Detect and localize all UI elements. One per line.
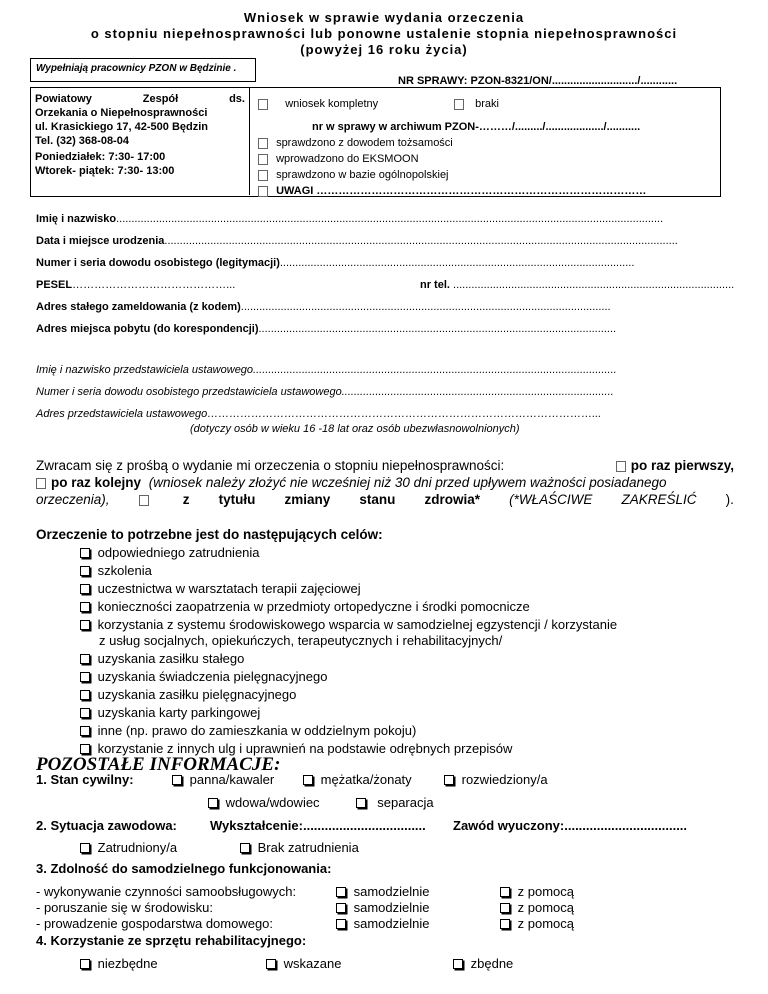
checkbox-icon[interactable] (80, 602, 90, 612)
other-heading: POZOSTAŁE INFORMACJE: (36, 754, 281, 775)
office-address-line: Tel. (32) 368-08-04 (35, 135, 129, 147)
purpose-item-continuation: z usług socjalnych, opiekuńczych, terapeutycznych i rehabilitacyjnych/ (99, 633, 503, 648)
field-pesel-label: PESEL (36, 279, 73, 291)
checkbox-icon[interactable] (240, 843, 250, 853)
equipment-option[interactable] (453, 956, 513, 971)
independence-option[interactable] (500, 900, 574, 915)
check-complete-label: wniosek kompletny (285, 98, 379, 110)
field-rep-id-doc[interactable]: Numer i seria dowodu osobistego przedstawiciela ustawowego......................................................................................... (36, 386, 614, 398)
office-address-line: Orzekania o Niepełnosprawności (35, 107, 208, 119)
field-phone[interactable] (420, 279, 734, 291)
field-pesel-dots: ……………………………………... (72, 279, 236, 291)
checkbox-icon[interactable] (444, 775, 454, 785)
purpose-item[interactable] (80, 651, 244, 666)
option-first-time[interactable] (616, 458, 734, 473)
office-fill-note: Wypełniają pracownicy PZON w Będzinie . (36, 63, 237, 74)
office-address-line: ul. Krasickiego 17, 42-500 Będzin (35, 121, 209, 133)
field-id-doc-dots: .................................................................................................................... (279, 257, 635, 269)
next-time-note-end: orzeczenia), (36, 492, 110, 507)
checkbox-icon[interactable] (500, 887, 510, 897)
checkbox-icon[interactable] (336, 887, 346, 897)
request-line3 (36, 492, 734, 507)
circle-note: ). (725, 492, 734, 507)
work-option-label: Zatrudniony/a (97, 840, 178, 855)
field-pesel[interactable] (36, 279, 235, 291)
checkbox-icon[interactable] (80, 620, 90, 630)
independence-option[interactable] (500, 884, 574, 899)
independence-option[interactable] (336, 916, 430, 931)
work-option-unemployed[interactable] (240, 840, 359, 855)
checkbox-icon[interactable] (453, 959, 463, 969)
equipment-option[interactable] (80, 956, 158, 971)
check-missing-label: braki (475, 98, 499, 110)
checkbox-icon[interactable] (258, 99, 268, 110)
checkbox-icon[interactable] (336, 903, 346, 913)
independence-option-label: z pomocą (517, 900, 574, 915)
checkbox-icon[interactable] (80, 959, 90, 969)
checkbox-icon[interactable] (336, 919, 346, 929)
office-address-word: Zespół (142, 93, 179, 105)
form-title-line2: o stopniu niepełnosprawności lub ponowne ustalenie stopnia niepełnosprawności (90, 26, 678, 41)
independence-option[interactable] (336, 900, 430, 915)
checkbox-icon[interactable] (258, 154, 268, 165)
independence-option-label: z pomocą (517, 916, 574, 931)
purpose-label: uczestnictwa w warsztatach terapii zajęciowej (97, 581, 361, 596)
purpose-item[interactable] (80, 705, 260, 720)
marital-option[interactable] (356, 795, 434, 810)
checkbox-icon[interactable] (303, 775, 313, 785)
purpose-item[interactable] (80, 581, 361, 596)
independence-activity: - prowadzenie gospodarstwa domowego: (36, 916, 274, 931)
option-next-time-label: po raz kolejny (51, 475, 142, 490)
office-hours-line: Poniedziałek: 7:30- 17:00 (35, 151, 166, 163)
field-id-doc-label: Numer i seria dowodu osobistego (legitymacji) (36, 257, 280, 269)
checkbox-icon[interactable] (80, 726, 90, 736)
work-option-label: Brak zatrudnienia (257, 840, 359, 855)
independence-option-label: z pomocą (517, 884, 574, 899)
purpose-item[interactable] (80, 545, 260, 560)
option-first-time-label: po raz pierwszy, (630, 458, 734, 473)
purpose-label: korzystanie z innych ulg i uprawnień na podstawie odrębnych przepisów (97, 741, 513, 756)
purpose-label: konieczności zaopatrzenia w przedmioty ortopedyczne i środki pomocnicze (97, 599, 530, 614)
archive-number: nr w sprawy w archiwum PZON-………/........./.................../........... (312, 121, 641, 133)
field-registered-label: Adres stałego zameldowania (z kodem) (36, 301, 241, 313)
checkbox-icon[interactable] (80, 654, 90, 664)
purpose-label: korzystania z systemu środowiskowego wsparcia w samodzielnej egzystencji / korzystanie (97, 617, 618, 632)
checkbox-icon[interactable] (258, 186, 268, 197)
check-eksmoon[interactable] (258, 153, 419, 165)
form-title-line1: Wniosek w sprawie wydania orzeczenia (243, 10, 525, 25)
checkbox-icon[interactable] (80, 584, 90, 594)
field-id-doc[interactable] (36, 257, 634, 269)
purpose-label: uzyskania świadczenia pielęgnacyjnego (97, 669, 328, 684)
office-address-word: ds. (229, 93, 245, 105)
independence-option[interactable] (336, 884, 430, 899)
independence-option[interactable] (500, 916, 574, 931)
field-registered-dots: ......................................................................................................................... (240, 301, 611, 313)
checkbox-icon[interactable] (616, 461, 626, 472)
change-word: stanu (359, 492, 396, 507)
education-field[interactable]: Wykształcenie:.................................. (210, 818, 426, 833)
purpose-item[interactable] (80, 687, 296, 702)
check-complete[interactable] (258, 98, 378, 110)
request-intro: Zwracam się z prośbą o wydanie mi orzeczenia o stopniu niepełnosprawności: (36, 458, 505, 473)
profession-field[interactable]: Zawód wyuczony:.................................. (453, 818, 688, 833)
independence-option-label: samodzielnie (353, 916, 430, 931)
work-label: 2. Sytuacja zawodowa: (36, 818, 177, 833)
check-id-verified[interactable] (258, 137, 453, 149)
checkbox-icon[interactable] (80, 672, 90, 682)
marital-option-label: separacja (377, 795, 434, 810)
checkbox-icon[interactable] (80, 744, 90, 754)
marital-option-label: rozwiedziony/a (461, 772, 548, 787)
purpose-item[interactable] (80, 723, 416, 738)
checkbox-icon[interactable] (500, 903, 510, 913)
purpose-label: uzyskania zasiłku stałego (97, 651, 245, 666)
field-name[interactable] (36, 213, 663, 225)
office-hours (35, 150, 174, 178)
independence-option-label: samodzielnie (353, 884, 430, 899)
field-residence-address[interactable] (36, 323, 616, 335)
field-residence-label: Adres miejsca pobytu (do korespondencji) (36, 323, 259, 335)
change-word: z (182, 492, 190, 507)
independence-activity: - wykonywanie czynności samoobsługowych: (36, 884, 297, 899)
equipment-option[interactable] (266, 956, 341, 971)
marital-option[interactable] (172, 772, 274, 787)
purpose-label: odpowiedniego zatrudnienia (97, 545, 260, 560)
checkbox-icon[interactable] (80, 690, 90, 700)
field-phone-label: nr tel. (420, 279, 450, 291)
marital-option[interactable] (208, 795, 320, 810)
checkbox-icon[interactable] (36, 478, 46, 489)
circle-note: ZAKREŚLIĆ (621, 492, 697, 507)
checkbox-icon[interactable] (266, 959, 276, 969)
field-registered-address[interactable] (36, 301, 611, 313)
field-phone-dots: ............................................................................................ (453, 279, 735, 291)
marital-option-label: panna/kawaler (189, 772, 275, 787)
field-residence-dots: ..................................................................................................................... (258, 323, 617, 335)
office-table-divider (249, 87, 250, 195)
check-eksmoon-label: wprowadzono do EKSMOON (276, 153, 419, 165)
office-hours-line: Wtorek- piątek: 7:30- 13:00 (35, 165, 175, 177)
purpose-label: szkolenia (97, 563, 152, 578)
request-line2 (36, 475, 667, 490)
field-rep-name[interactable]: Imię i nazwisko przedstawiciela ustawowego....................................................................................................................... (36, 364, 617, 376)
field-name-dots: ................................................................................................................................................................................... (116, 213, 664, 225)
field-birth[interactable] (36, 235, 678, 247)
independence-label: 3. Zdolność do samodzielnego funkcjonowania: (36, 861, 332, 876)
marital-option-label: wdowa/wdowiec (225, 795, 320, 810)
check-remarks-label: UWAGI ……………………………………………………………………………… (276, 185, 647, 197)
checkbox-icon[interactable] (80, 708, 90, 718)
option-next-time[interactable] (36, 475, 141, 490)
equipment-label: 4. Korzystanie ze sprzętu rehabilitacyjnego: (36, 933, 307, 948)
independence-option-label: samodzielnie (353, 900, 430, 915)
marital-option[interactable] (444, 772, 548, 787)
purpose-item[interactable] (80, 617, 617, 632)
equipment-option-label: niezbędne (97, 956, 158, 971)
checkbox-icon[interactable] (258, 170, 268, 181)
independence-activity: - poruszanie się w środowisku: (36, 900, 214, 915)
equipment-option-label: wskazane (283, 956, 342, 971)
checkbox-icon[interactable] (258, 138, 268, 149)
purpose-label: inne (np. prawo do zamieszkania w oddzielnym pokoju) (97, 723, 417, 738)
purpose-label: uzyskania zasiłku pielęgnacyjnego (97, 687, 297, 702)
checkbox-icon[interactable] (356, 798, 366, 808)
office-address (35, 92, 245, 148)
checkbox-icon[interactable] (80, 566, 90, 576)
form-title-line3: (powyżej 16 roku życia) (300, 42, 468, 57)
purpose-item[interactable] (80, 563, 152, 578)
checkbox-icon[interactable] (500, 919, 510, 929)
change-word: tytułu (218, 492, 256, 507)
check-id-verified-label: sprawdzono z dowodem tożsamości (276, 137, 453, 149)
marital-label: 1. Stan cywilny: (36, 772, 134, 787)
checkbox-icon[interactable] (80, 843, 90, 853)
equipment-option-label: zbędne (470, 956, 514, 971)
check-missing[interactable] (454, 98, 499, 110)
work-option-employed[interactable] (80, 840, 177, 855)
change-word: zmiany (284, 492, 331, 507)
checkbox-icon[interactable] (80, 548, 90, 558)
change-word: zdrowia* (424, 492, 481, 507)
purpose-label: uzyskania karty parkingowej (97, 705, 261, 720)
field-name-label: Imię i nazwisko (36, 213, 117, 225)
checkbox-icon[interactable] (139, 495, 149, 506)
rep-note: (dotyczy osób w wieku 16 -18 lat oraz osób ubezwłasnowolnionych) (190, 423, 520, 435)
check-remarks[interactable] (258, 185, 646, 197)
office-address-word: Powiatowy (35, 93, 92, 105)
checkbox-icon[interactable] (208, 798, 218, 808)
field-rep-address[interactable]: Adres przedstawiciela ustawowego……………………………………………………………………………………………... (36, 408, 602, 420)
case-number: NR SPRAWY: PZON-8321/ON/............................/............ (398, 75, 678, 87)
purpose-item[interactable] (80, 669, 327, 684)
marital-option[interactable] (303, 772, 412, 787)
office-address-line (35, 92, 245, 106)
marital-option-label: mężatka/żonaty (320, 772, 412, 787)
purpose-item[interactable] (80, 599, 530, 614)
request-line1 (36, 458, 734, 473)
checkbox-icon[interactable] (172, 775, 182, 785)
checkbox-icon[interactable] (454, 99, 464, 110)
circle-note: (*WŁAŚCIWE (509, 492, 593, 507)
check-national-db[interactable] (258, 169, 449, 181)
field-birth-label: Data i miejsce urodzenia (36, 235, 165, 247)
purposes-heading: Orzeczenie to potrzebne jest do następujących celów: (36, 527, 383, 542)
next-time-note: (wniosek należy złożyć nie wcześniej niż 30 dni przed upływem ważności posiadanego (148, 475, 667, 490)
check-national-db-label: sprawdzono w bazie ogólnopolskiej (276, 169, 449, 181)
field-birth-dots: ........................................................................................................................................................................ (164, 235, 678, 247)
